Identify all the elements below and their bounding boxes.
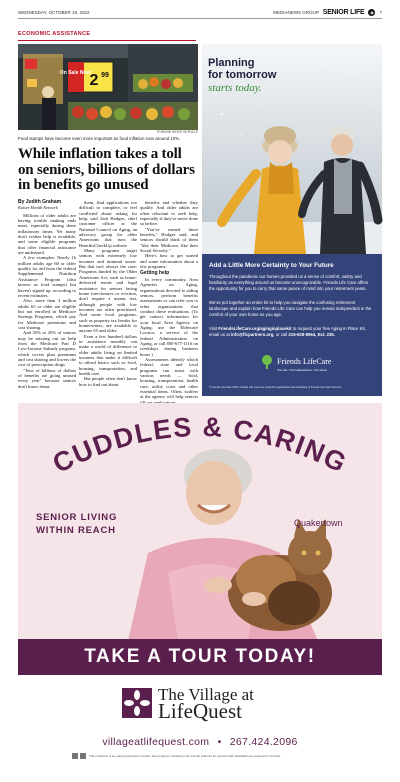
sign-price: 2 xyxy=(89,72,99,89)
paragraph: Millions of older adults are having trouble making ends meet, especially during these inflationary times. Yet many don't realize help is available, and some eligible programs that offer financial assistance are underused. xyxy=(18,212,76,256)
paragraph: In every community, Area Agencies on Aging, organizations devoted to aiding seniors, perform benefits assessments or can refer you to other organizations that conduct these evaluations. (To get contact information for your local Area Agency on Aging, use the Eldercare Locator, a service of the federal Administration on Aging, or call 800-677-1116 on weekdays during business hours.) xyxy=(140,276,198,357)
paragraph: Assessments identify which federal, state and local programs can assist with various needs — food, housing, transportation, health care, utility costs and other essential items. Often, staffers at the agency will help seniors xyxy=(140,356,198,400)
village-name-line-2: LifeQuest xyxy=(158,699,242,723)
paragraph: them, find applications too difficult to complete, or feel conflicted about asking for help, said Josh Hodges, chief customer officer at the National Council on Aging, an advocacy group for older Americans that runs the BenefitsCheckUp website. xyxy=(79,200,137,248)
village-lifequest-ad[interactable] xyxy=(18,403,382,762)
grocery-photo-illustration xyxy=(18,44,198,130)
paragraph: benefits and whether they qualify. And older adults are often reluctant to seek help, especially if they've never done so before. xyxy=(140,200,198,227)
section-logo-icon: ◉ xyxy=(370,9,374,15)
accessibility-icon xyxy=(80,753,86,759)
cta-suffix: , or call xyxy=(273,332,289,337)
ad-paragraph-2: We've put together an entire kit to help you navigate the confusing retirement landscape and explain how Friends Life Care can help you remain independent in the comfort of your own home as you age. xyxy=(209,300,372,317)
paragraph: But people often don't know how to find out about xyxy=(79,376,137,387)
ad-photo xyxy=(18,403,382,641)
ad-tagline xyxy=(208,58,276,81)
paragraph: Many programs target seniors with extremely low incomes and minimal assets. But that isn't always the case: Programs funded by the Older Americans Act, such as home-delivered meals and legal assistance for seniors facing home foreclosures or eviction, don't require a means test, although people with low incomes are often prioritized. And some local programs, such as property tax breaks for homeowners, are available to anyone 65 and older. xyxy=(79,248,137,334)
byline: By Judith Graham xyxy=(18,199,62,205)
paragraph: Also, more than 3 million adults 65 or older are eligible but not enrolled in Medicare Savings Programs, which pay for Medicare premiums and cost sharing. xyxy=(18,298,76,330)
village-name xyxy=(158,685,254,723)
disclaimer-icons xyxy=(72,753,86,759)
article-column-1 xyxy=(18,200,76,396)
kit-link[interactable]: FriendsLifeCare.org/aginginplacekit xyxy=(218,326,292,331)
section-rule xyxy=(18,40,196,41)
paragraph: Here's how to get started and some information about a few programs. xyxy=(140,253,198,270)
photo-caption: Food stamps have become even more important as food inflation runs around 10%. xyxy=(18,136,181,141)
ad-info-panel xyxy=(202,254,382,396)
tree-icon xyxy=(260,355,274,369)
village-emblem-icon xyxy=(122,688,152,718)
paragraph: "Tens of billions of dollars of benefits are going unused every year" because seniors don't know about xyxy=(18,367,76,389)
page-header xyxy=(18,6,382,19)
paragraph: A few examples: Nearly 16 million adults age 60 or older qualify for aid from the federal Supplemental Nutrition Assistance Program (also known as food stamps) but haven't signed up, according to recent estimates. xyxy=(18,255,76,298)
logo-name: Friends LifeCare xyxy=(277,357,332,366)
date-line: WEDNESDAY, OCTOBER 19, 2022 xyxy=(18,9,90,15)
cta-prefix: Visit xyxy=(209,326,219,331)
village-name-line-1: The Village at xyxy=(158,685,254,704)
phone-number: 267.424.2096 xyxy=(229,736,298,748)
village-logo xyxy=(122,685,254,723)
equal-housing-icon xyxy=(72,753,78,759)
article-photo xyxy=(18,44,198,130)
ad-photo xyxy=(202,44,382,254)
friends-lifecare-logo xyxy=(260,351,331,372)
take-a-tour-banner[interactable]: TAKE A TOUR TODAY! xyxy=(18,639,382,675)
contact-separator: • xyxy=(217,736,222,748)
paragraph: "You've earned these benefits," Hodges said, and seniors should think of them "like their Medicare, like their Social Security." xyxy=(140,226,198,254)
subheadline-line-2: WITHIN REACH xyxy=(36,525,116,536)
byline-org: Kaiser Health Network xyxy=(18,205,58,211)
subhead: Getting help xyxy=(140,270,170,277)
article-body xyxy=(18,199,198,400)
sign-sale-text: On Sale Now! xyxy=(59,70,93,76)
paragraph: Even a few hundred dollars in assistance monthly can make a world of difference to older adults living on limited incomes that make it difficult to afford basics such as food, housing, transportation, and health care. xyxy=(79,333,137,376)
publisher: MEDIANEWS GROUP xyxy=(273,9,319,15)
paragraph: And 35% to 45% of seniors may be missing out on help from the Medicare Part D Low-Income Subsidy program, which covers plan premiums and cost sharing and lowers the cost of prescription drugs. xyxy=(18,330,76,368)
section-label: ECONOMIC ASSISTANCE xyxy=(18,31,91,37)
cta-mid: to request your free Aging in Place Kit, email us at xyxy=(209,326,366,337)
sign-cents: 99 xyxy=(101,72,109,79)
ad-fine-print: © Friends Life Care 2022. Friends Life Care is a nonprofit organization and subsidiary of Friends Life Care Partners. xyxy=(209,386,342,389)
contact-line xyxy=(18,736,382,748)
photo-credit: TRIBUNE NEWS SERVICE xyxy=(156,130,198,134)
ad-headline-text: CUDDLES & CARING xyxy=(47,411,353,479)
friends-lifecare-ad[interactable] xyxy=(202,44,382,396)
ad-paragraph-1: Throughout the pandemic our homes provided us a sense of comfort, safety and familiarity as everything around us became unrecognizable. Friends Life Care offers the opportunity for you to carry that same peace of mind into your retirement years. xyxy=(209,274,369,291)
disclaimer-text: This institution is an equal opportunity provider and employer. Dwelling units include features for persons with disabilities as required by the FHA. xyxy=(89,754,282,758)
header-right xyxy=(273,9,382,16)
ad-cta xyxy=(209,326,375,338)
subheadline-line-1: SENIOR LIVING xyxy=(36,512,118,523)
page-number: 7 xyxy=(379,9,382,15)
section-name: SENIOR LIFE xyxy=(322,8,365,16)
tagline-line-1: Planning xyxy=(208,57,255,69)
website-link[interactable]: villageatlifequest.com xyxy=(102,736,210,748)
article-column-2 xyxy=(79,200,137,396)
tagline-line-2: for tomorrow xyxy=(208,68,277,81)
article-headline: While inflation takes a toll on seniors, billions of dollars in benefits go unused xyxy=(18,146,195,193)
email-link[interactable]: info@flcpartners.org xyxy=(230,332,274,337)
article-column-3 xyxy=(140,200,198,400)
ad-heading: Add a Little More Certainty to Your Future xyxy=(209,262,334,269)
location-label: Quakertown xyxy=(294,518,343,528)
ad-subheadline xyxy=(36,511,117,537)
phone-number: 215-628-8964, Ext. 235. xyxy=(288,332,336,337)
ad-footer xyxy=(18,675,382,762)
equal-housing-disclaimer xyxy=(72,753,372,759)
tagline-line-3: starts today. xyxy=(208,82,262,94)
logo-tagline: Your Life • Your Independence • Your Home xyxy=(277,369,328,372)
